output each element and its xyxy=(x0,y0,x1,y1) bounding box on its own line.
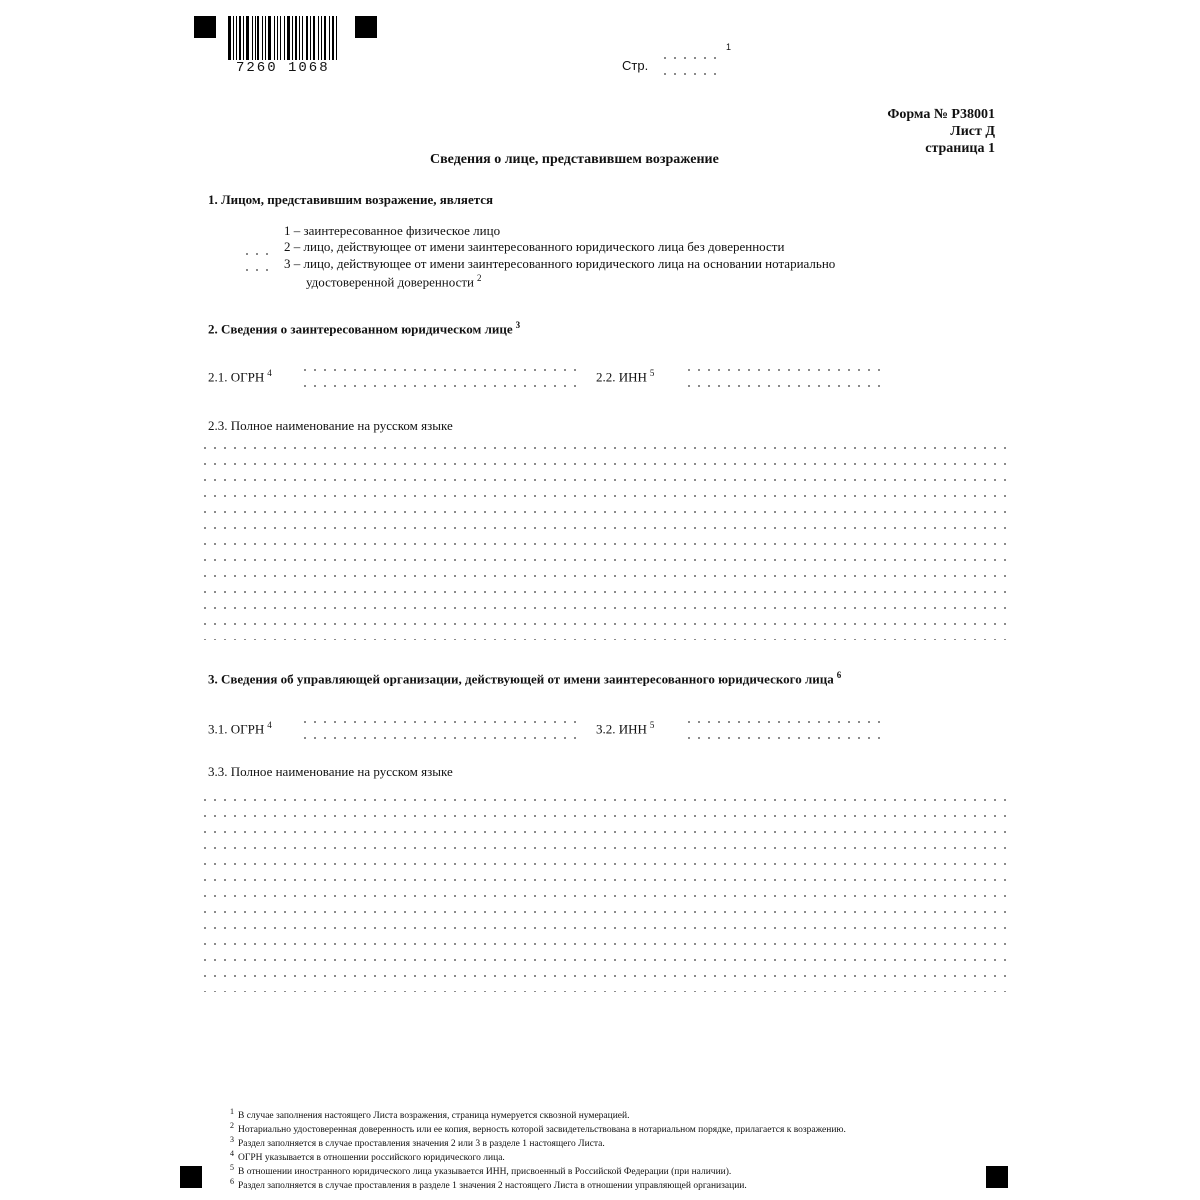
section2-title: 2. Сведения о заинтересованном юридическом лице $^3$ xyxy=(208,320,521,337)
section2-name-label: 2.3. Полное наименование на русском языке xyxy=(208,418,453,433)
section1-choice-cell[interactable] xyxy=(242,246,272,278)
barcode-bar xyxy=(268,16,271,60)
barcode-bar xyxy=(277,16,278,60)
barcode-bar xyxy=(302,16,303,60)
footnote-3: $^3$ Раздел заполняется в случае проставления значения 2 или 3 в разделе 1 настоящего Листа. xyxy=(230,1135,605,1150)
barcode-bar xyxy=(284,16,285,60)
barcode xyxy=(228,16,340,60)
registration-marker-top-left xyxy=(194,16,216,38)
section1-option-3-continued: удостоверенной доверенности $^2$ xyxy=(306,273,482,290)
footnote-6: $^6$ Раздел заполняется в случае проставления в разделе 1 значения 2 настоящего Листа в отношении управляющей организации. xyxy=(230,1177,747,1192)
section2-ogrn-cells[interactable] xyxy=(300,362,580,394)
barcode-bar xyxy=(255,16,256,60)
section3-title: 3. Сведения об управляющей организации, действующей от имени заинтересованного юридического лица $^6$ xyxy=(208,670,842,687)
footnote-5: $^5$ В отношении иностранного юридического лица указывается ИНН, присвоенный в Российской Федерации (при наличии). xyxy=(230,1163,732,1178)
page-title: Сведения о лице, представившем возражение xyxy=(430,152,719,167)
barcode-bar xyxy=(243,16,244,60)
barcode-bar xyxy=(310,16,311,60)
barcode-bar xyxy=(295,16,297,60)
section1-option-1: 1 – заинтересованное физическое лицо xyxy=(284,223,501,238)
barcode-bar xyxy=(246,16,249,60)
barcode-bar xyxy=(252,16,253,60)
barcode-bar xyxy=(324,16,326,60)
sheet-page-label: страница 1 xyxy=(925,141,995,156)
barcode-bar xyxy=(321,16,322,60)
barcode-bar xyxy=(280,16,281,60)
section3-name-label: 3.3. Полное наименование на русском языке xyxy=(208,764,453,779)
barcode-bar xyxy=(287,16,290,60)
footnote-2: $^2$ Нотариально удостоверенная доверенность или ее копия, верность которой засвидетельствована в нотариальном порядке, прилагается к возражению. xyxy=(230,1121,846,1136)
barcode-number: 7260 1068 xyxy=(236,60,330,76)
footnote-4: $^4$ ОГРН указывается в отношении российского юридического лица. xyxy=(230,1149,505,1164)
barcode-bar xyxy=(228,16,231,60)
barcode-bar xyxy=(336,16,337,60)
section3-inn-label: 3.2. ИНН $^5$ xyxy=(596,720,655,737)
section2-inn-cells[interactable] xyxy=(684,362,888,394)
section3-inn-cells[interactable] xyxy=(684,714,888,746)
section2-inn-label: 2.2. ИНН $^5$ xyxy=(596,368,655,385)
barcode-bar xyxy=(262,16,263,60)
barcode-bar xyxy=(274,16,276,60)
barcode-bar xyxy=(318,16,319,60)
barcode-bar xyxy=(233,16,234,60)
registration-marker-bottom-left xyxy=(180,1166,202,1188)
section3-ogrn-label: 3.1. ОГРН $^4$ xyxy=(208,720,272,737)
footnote-1: $^1$ В случае заполнения настоящего Листа возражения, страница нумеруется сквозной нумерацией. xyxy=(230,1107,630,1122)
barcode-bar xyxy=(265,16,266,60)
section1-option-2: 2 – лицо, действующее от имени заинтересованного юридического лица без доверенности xyxy=(284,239,785,254)
barcode-bar xyxy=(236,16,237,60)
registration-marker-top-right xyxy=(355,16,377,38)
barcode-bar xyxy=(292,16,293,60)
section2-name-grid[interactable] xyxy=(200,440,1008,640)
barcode-bar xyxy=(329,16,330,60)
section3-name-grid[interactable] xyxy=(200,792,1008,992)
barcode-bar xyxy=(306,16,308,60)
page-number-cells[interactable] xyxy=(660,50,720,82)
barcode-bar xyxy=(332,16,335,60)
section1-title: 1. Лицом, представившим возражение, является xyxy=(208,192,494,207)
barcode-bar xyxy=(299,16,300,60)
page-superscript: 1 xyxy=(726,42,732,52)
section3-ogrn-cells[interactable] xyxy=(300,714,580,746)
section1-option-3: 3 – лицо, действующее от имени заинтересованного юридического лица на основании нотариально xyxy=(284,256,836,271)
barcode-bar xyxy=(313,16,316,60)
section2-ogrn-label: 2.1. ОГРН $^4$ xyxy=(208,368,272,385)
form-number: Форма № Р38001 xyxy=(887,107,995,122)
registration-marker-bottom-right xyxy=(986,1166,1008,1188)
sheet-label: Лист Д xyxy=(950,124,995,139)
barcode-bar xyxy=(257,16,259,60)
barcode-bar xyxy=(239,16,241,60)
page-label: Стр. xyxy=(622,58,649,73)
